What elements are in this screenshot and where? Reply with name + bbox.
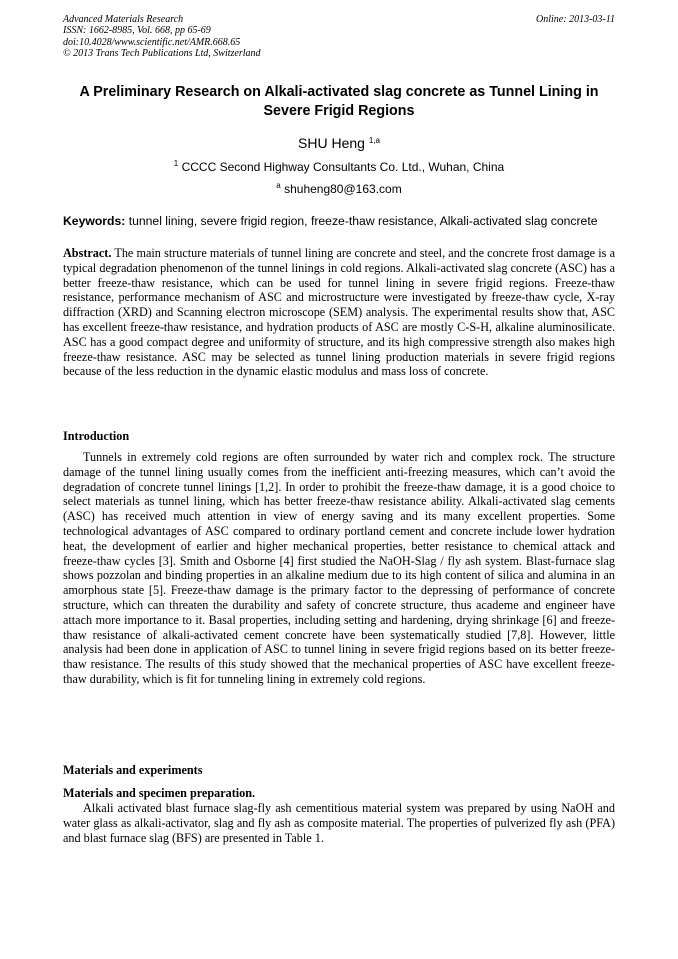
doi: doi:10.4028/www.scientific.net/AMR.668.65	[63, 36, 241, 48]
abstract-text: The main structure materials of tunnel lining are concrete and steel, and the concrete frost damage is a typical degradation phenomenon of the tunnel linings in cold regions. Alkali-activated slag concrete (ASC) has a better freeze-thaw resistance, which can be used for tunnel lining in severe frigid regions. Freeze-thaw resistance, performance mechanism of ASC and microstructure were investigated by freeze-thaw cycle, X-ray diffraction (XRD) and Scanning electron microscope (SEM) analysis. The experimental results show that, ASC has excellent freeze-thaw resistance, and hydration products of ASC are mostly C-S-H, alkaline aluminosilicate. ASC has a good compact degree and uniformity of structure, and its high compressive strength also makes high freeze-thaw resistance. ASC may be selected as tunnel lining production materials in severe frigid regions because of the less reduction in the dynamic elastic modulus and mass loss of concrete.	[63, 246, 615, 379]
affiliation-1	[0, 157, 678, 174]
affiliation-email	[0, 179, 678, 196]
keywords	[63, 214, 638, 229]
journal-info	[63, 14, 615, 60]
affiliation-1-text: CCCC Second Highway Consultants Co. Ltd., Wuhan, China	[181, 160, 505, 174]
introduction-body: Tunnels in extremely cold regions are often surrounded by water rich and complex rock. The structure damage of the tunnel lining usually comes from the inefficient anti-freezing measures, which can’t avoid the degradation of concrete tunnel linings [1,2]. In order to prohibit the freeze-thaw damage, it is a good choice to select materials as tunnel lining, which has better freeze-thaw resistance ability. Alkali-activated slag cements (ASC) has received much attention in view of energy saving and its many excellent properties. Some technological advantages of ASC compared to ordinary portland cement and concrete include lower hydration heat, the development of earlier and higher mechanical properties, better resistance to chemical attack and freeze-thaw cycles [3]. Smith and Osborne [4] first studied the NaOH-Slag / fly ash system. Blast-furnace slag shows pozzolan and binding properties in an alkaline medium due to its high content of silica and alumina in an amorphous state [5]. Freeze-thaw damage is the primary factor to the depressing of performance of concrete structure, which can threaten the durability and safety of concrete structure, thus academe and engineer have attach more importance to it. Basal properties, including setting and hardening, drying shrinkage [6] and freeze-thaw resistance of alkali-activated cement concrete have been systematically studied [7,8]. However, little analysis had been done in application of ASC to tunnel lining in severe frigid regions based on its better freeze-thaw resistance. The results of this study showed that the mechanical properties of ASC have excellent freeze-thaw durability, which is fit for tunneling lining in extremely cold regions.	[63, 450, 615, 686]
online-date: Online: 2013-03-11	[536, 14, 615, 25]
materials-body: Alkali activated blast furnace slag-fly ash cementitious material system was prepared by using NaOH and water glass as alkali-activator, slag and fly ash as composite material. The properties of pulverized fly ash (PFA) and blast furnace slag (BFS) are presented in Table 1.	[63, 801, 615, 845]
materials-heading: Materials and experiments	[63, 763, 203, 777]
abstract	[63, 246, 615, 379]
affiliation-2-superscript: a	[276, 181, 281, 190]
copyright: © 2013 Trans Tech Publications Ltd, Switzerland	[63, 48, 261, 60]
keywords-text: tunnel lining, severe frigid region, freeze-thaw resistance, Alkali-activated slag concrete	[128, 214, 598, 228]
abstract-label: Abstract.	[63, 246, 112, 260]
author	[0, 132, 678, 152]
introduction-heading: Introduction	[63, 429, 130, 443]
author-superscript: 1,a	[368, 136, 380, 145]
paper-title: A Preliminary Research on Alkali-activated slag concrete as Tunnel Lining in Severe Frigid Regions	[79, 84, 599, 119]
materials-subheading: Materials and specimen preparation.	[63, 786, 256, 800]
issn: ISSN: 1662-8985, Vol. 668, pp 65-69	[63, 25, 211, 37]
keywords-label: Keywords:	[63, 214, 126, 228]
email-link[interactable]: shuheng80@163.com	[284, 182, 402, 196]
journal-name: Advanced Materials Research	[63, 14, 184, 25]
author-name: SHU Heng	[298, 135, 365, 151]
journal-header	[63, 14, 615, 60]
affiliation-1-superscript: 1	[173, 159, 179, 168]
